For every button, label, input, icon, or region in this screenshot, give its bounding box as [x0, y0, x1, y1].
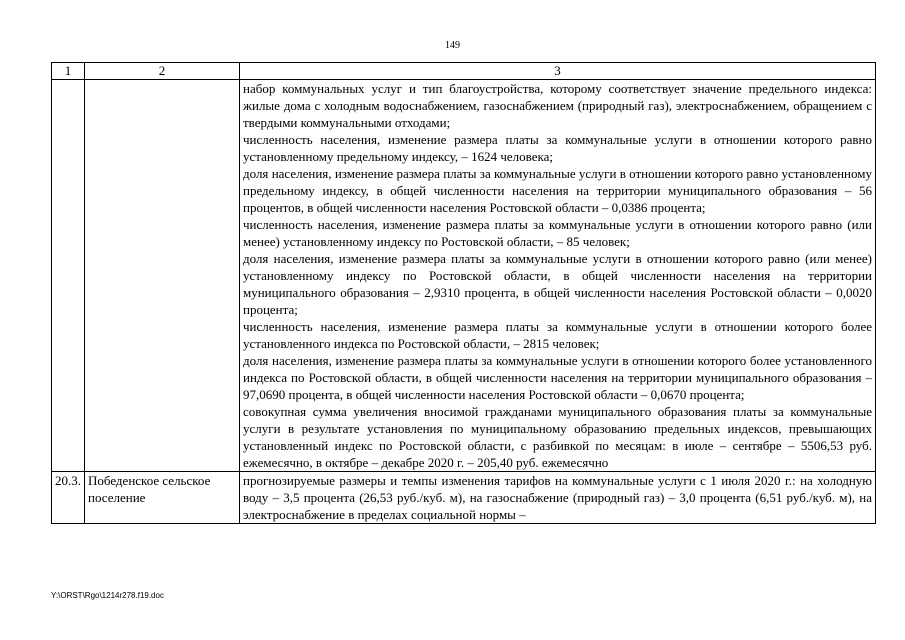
- document-table: [51, 62, 876, 524]
- row-number-cell: [52, 80, 85, 472]
- header-cell-2: 2: [85, 63, 240, 80]
- content-paragraph: доля населения, изменение размера платы за коммунальные услуги в отношении которого равно установленному предельному индексу, в общей численности населения на территории муниципального образования – 56 процентов, в общей численности населения Ростовской области – 0,0386 процента;: [243, 166, 872, 215]
- content-paragraph: численность населения, изменение размера платы за коммунальные услуги в отношении которого равно (или менее) установленному индексу по Ростовской области, – 85 человек;: [243, 217, 872, 249]
- page-number: 149: [445, 40, 460, 51]
- table-row: [52, 472, 876, 524]
- footer-file-path: Y:\ORST\Rgo\1214r278.f19.doc: [51, 591, 164, 600]
- row-number-cell: 20.3.: [52, 472, 85, 524]
- content-paragraph: набор коммунальных услуг и тип благоустройства, которому соответствует значение предельного индекса: жилые дома с холодным водоснабжением, газоснабжением (природный газ), электроснабжением, обращением с твердыми коммунальными отходами;: [243, 81, 872, 130]
- header-cell-3: 3: [240, 63, 876, 80]
- content-paragraph: численность населения, изменение размера платы за коммунальные услуги в отношении которого равно установленному предельному индексу, – 1624 человека;: [243, 132, 872, 164]
- row-content-cell: [240, 472, 876, 524]
- row-name-cell: Победенское сельское поселение: [85, 472, 240, 524]
- content-paragraph: численность населения, изменение размера платы за коммунальные услуги в отношении которого более установленного индекса по Ростовской области, – 2815 человек;: [243, 319, 872, 351]
- row-content-cell: [240, 80, 876, 472]
- table-row: [52, 80, 876, 472]
- content-paragraph: доля населения, изменение размера платы за коммунальные услуги в отношении которого более установленного индекса по Ростовской области, в общей численности населения на территории муниципального образования – 97,0690 процента, в общей численности населения Ростовской области – 0,0670 процента;: [243, 353, 872, 402]
- row-name-cell: [85, 80, 240, 472]
- header-cell-1: 1: [52, 63, 85, 80]
- content-paragraph: доля населения, изменение размера платы за коммунальные услуги в отношении которого равно (или менее) установленному индексу по Ростовской области, в общей численности населения на территории муниципального образования – 2,9310 процента, в общей численности населения Ростовской области – 0,0020 процента;: [243, 251, 872, 317]
- table-header-row: [52, 63, 876, 80]
- content-paragraph: совокупная сумма увеличения вносимой гражданами муниципального образования платы за коммунальные услуги в результате установления по муниципальному образованию предельных индексов, превышающих установленный индекс по Ростовской области, с разбивкой по месяцам: в июле – сентябре – 5506,53 руб. ежемесячно, в октябре – декабре 2020 г. – 205,40 руб. ежемесячно: [243, 404, 872, 470]
- content-paragraph: прогнозируемые размеры и темпы изменения тарифов на коммунальные услуги с 1 июля 2020 г.: на холодную воду – 3,5 процента (26,53 руб./куб. м), на газоснабжение (природный газ) – 3,0 процента (6,51 руб./куб. м), на электроснабжение в пределах социальной нормы –: [243, 473, 872, 522]
